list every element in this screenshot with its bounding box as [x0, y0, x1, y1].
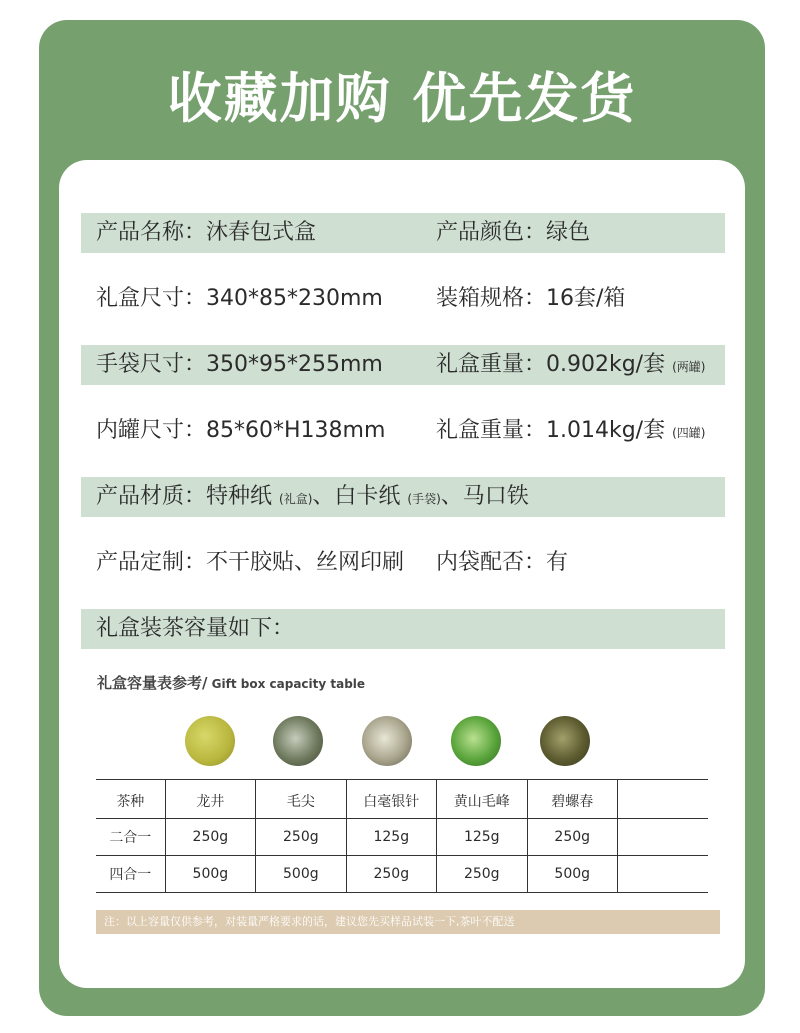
spec-product-name: 产品名称：沐春包式盒	[96, 220, 317, 245]
spec-material-box-note: (礼盒)	[279, 492, 313, 506]
spec-weight-two-value: 礼盒重量：0.902kg/套	[436, 352, 666, 377]
table-cell: 125g	[437, 819, 527, 856]
table-cell: 250g	[437, 856, 527, 893]
spec-row-capacity-heading	[81, 609, 725, 649]
header-cell: 白毫银针	[346, 780, 436, 819]
spec-bag-size: 手袋尺寸：350*95*255mm	[96, 352, 383, 377]
spec-weight-two	[436, 345, 705, 387]
longjing-leaf-icon	[185, 716, 235, 766]
capacity-table	[96, 779, 708, 893]
header-cell: 龙井	[165, 780, 255, 819]
spec-product-color: 产品颜色：绿色	[436, 220, 591, 245]
spec-customization: 产品定制：不干胶贴、丝网印刷	[96, 550, 405, 575]
table-cell: 四合一	[96, 856, 165, 893]
table-row	[96, 856, 708, 893]
table-cell	[617, 856, 708, 893]
biluochun-leaf-icon	[540, 716, 590, 766]
spec-material-mid: 、白卡纸	[312, 484, 401, 509]
spec-weight-four	[436, 411, 705, 453]
table-cell: 250g	[346, 856, 436, 893]
header-cell: 茶种	[96, 780, 165, 819]
header-cell: 黄山毛峰	[437, 780, 527, 819]
capacity-note: 注：以上容量仅供参考，对装量严格要求的话，建议您先买样品试装一下,茶叶不配送	[96, 910, 720, 934]
spec-box-size: 礼盒尺寸：340*85*230mm	[96, 286, 383, 311]
subtitle-cn: 礼盒容量表参考/	[97, 674, 208, 692]
header-cell: 碧螺春	[527, 780, 617, 819]
spec-row-material	[81, 477, 725, 517]
table-row	[96, 819, 708, 856]
page-headline: 收藏加购 优先发货	[167, 67, 637, 130]
table-cell: 250g	[256, 819, 346, 856]
table-cell: 250g	[165, 819, 255, 856]
spec-weight-four-note: (四罐)	[672, 426, 706, 440]
maojian-leaf-icon	[273, 716, 323, 766]
spec-packing: 装箱规格：16套/箱	[436, 286, 626, 311]
table-header-row	[96, 780, 708, 819]
spec-row-box-size	[81, 279, 725, 319]
capacity-heading: 礼盒装茶容量如下：	[96, 616, 295, 641]
spec-row-bag-weight	[81, 345, 725, 385]
table-cell: 500g	[165, 856, 255, 893]
table-cell: 500g	[527, 856, 617, 893]
spec-inner-bag: 内袋配否：有	[436, 550, 569, 575]
huangshan-maofeng-leaf-icon	[451, 716, 501, 766]
table-cell: 125g	[346, 819, 436, 856]
baihao-yinzhen-leaf-icon	[362, 716, 412, 766]
header-cell	[617, 780, 708, 819]
spec-weight-four-value: 礼盒重量：1.014kg/套	[436, 418, 666, 443]
table-cell: 250g	[527, 819, 617, 856]
spec-weight-two-note: (两罐)	[672, 360, 706, 374]
table-cell	[617, 819, 708, 856]
capacity-table-subtitle	[97, 672, 365, 693]
header-cell: 毛尖	[256, 780, 346, 819]
spec-material-main: 产品材质：特种纸	[96, 484, 273, 509]
spec-can-size: 内罐尺寸：85*60*H138mm	[96, 418, 386, 443]
spec-material-tail: 、马口铁	[440, 484, 529, 509]
spec-row-name-color	[81, 213, 725, 253]
spec-row-custom	[81, 543, 725, 583]
spec-material	[96, 477, 529, 519]
spec-material-bag-note: (手袋)	[407, 492, 441, 506]
table-cell: 二合一	[96, 819, 165, 856]
spec-row-can-weight	[81, 411, 725, 451]
table-cell: 500g	[256, 856, 346, 893]
subtitle-en: Gift box capacity table	[207, 677, 366, 691]
